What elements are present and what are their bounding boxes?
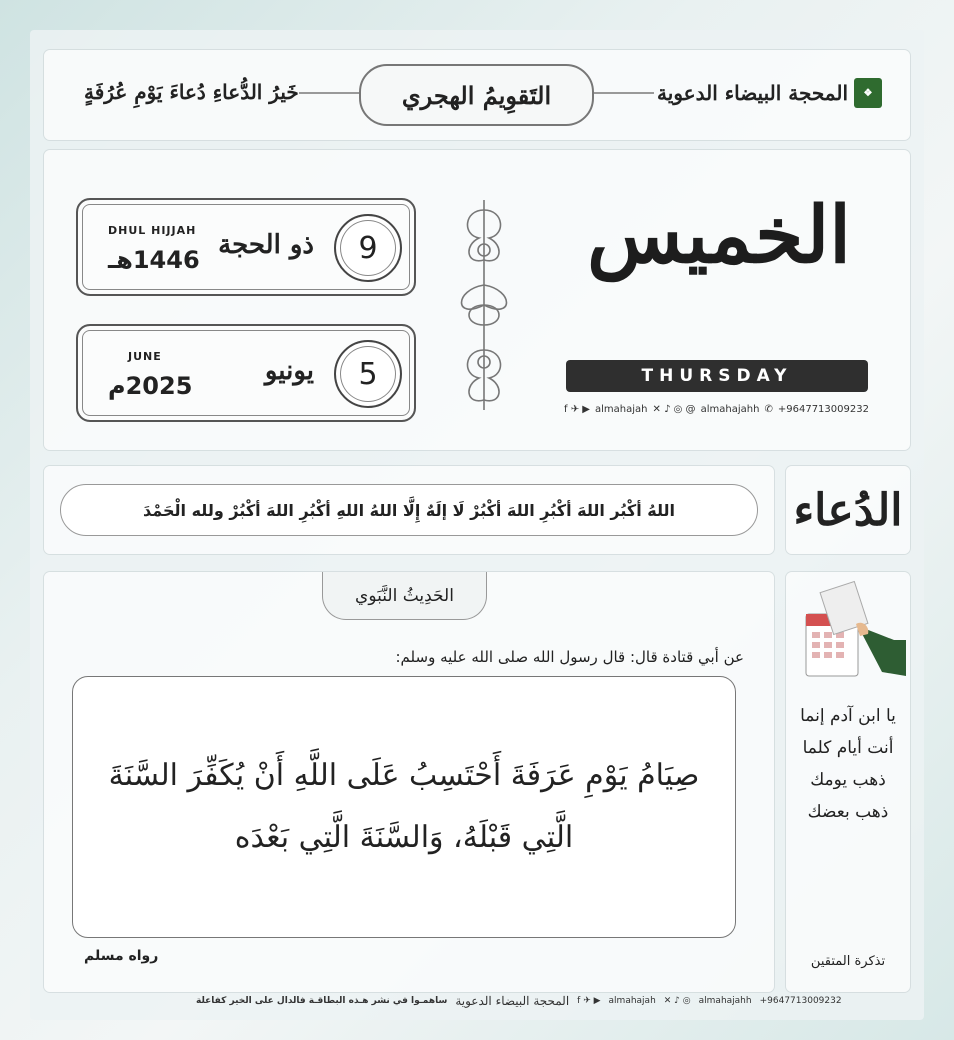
brand-name: المحجة البيضاء الدعوية [657, 81, 848, 105]
phone-number[interactable]: +9647713009232 [777, 404, 869, 415]
hijri-year: 1446هـ [108, 246, 200, 274]
reminder-quote: يا ابن آدم إنما أنت أيام كلما ذهب يومك ذهب بعضك [800, 706, 896, 822]
ornament-divider-icon [444, 190, 524, 420]
footer-handle-1[interactable]: almahajah [608, 996, 656, 1006]
dua-text: اللهُ أكْبُر اللهَ أكْبُرِ اللهَ أكْبُرْ لَا إلَهٌ إِلَّا اللهُ اللهِ أكْبُرِ اللهَ أكْبُرْ ولله الْحَمْدَ [60, 484, 758, 536]
x-tiktok-instagram-icons[interactable]: ✕ ♪ ◎ @ [652, 404, 696, 415]
day-name-ar: الخميس [587, 190, 851, 281]
social-handle-2[interactable]: almahajahh [700, 404, 760, 415]
hijri-month-ar: ذو الحجة [218, 230, 314, 260]
gregorian-month-ar: يونيو [264, 356, 314, 386]
brand [657, 78, 882, 108]
footer-brand: المحجة البيضاء الدعوية [455, 994, 570, 1008]
footer-text: ساهمـوا في نشر هـذه البطاقـة فالدال على الخير كفاعلة [196, 996, 448, 1006]
date-panel [44, 150, 910, 450]
hadith-text: صِيَامُ يَوْمِ عَرَفَةَ أَحْتَسِبُ عَلَى اللَّهِ أَنْ يُكَفِّرَ السَّنَةَ الَّتِي قَبْلَهُ، وَالسَّنَةَ الَّتِي بَعْدَه [72, 676, 736, 938]
social-links [564, 404, 869, 415]
calendar-hand-icon [798, 580, 906, 680]
brand-logo-icon: ❖ [854, 78, 882, 108]
header [44, 50, 910, 140]
social-handle-1[interactable]: almahajah [594, 404, 648, 415]
gregorian-day: 5 [334, 340, 402, 408]
hadith-panel [44, 572, 774, 992]
dua-panel [44, 466, 774, 554]
footer-social-icons: f ✈ ▶ [577, 996, 601, 1006]
hadith-narrator: عن أبي قتادة قال: قال رسول الله صلى الله عليه وسلم: [395, 648, 744, 666]
footer-social-icons-2: ✕ ♪ ◎ [663, 996, 691, 1006]
hijri-day: 9 [334, 214, 402, 282]
facebook-telegram-youtube-icons[interactable]: f ✈ ▶ [564, 404, 590, 415]
reminder-source: تذكرة المتقين [810, 954, 886, 969]
reminder-panel [786, 572, 910, 992]
footer-phone[interactable]: +9647713009232 [759, 996, 842, 1006]
header-tagline: خَيرُ الدُّعاءِ دُعاءَ يَوْمِ عُرُفَةٍ [84, 80, 299, 104]
hadith-title: الحَدِيثُ النَّبَوي [322, 572, 487, 620]
hadith-source: رواه مسلم [84, 948, 159, 964]
footer [196, 994, 842, 1008]
gregorian-month-en: JUNE [128, 350, 162, 363]
day-name-en: THURSDAY [566, 360, 868, 392]
whatsapp-icon: ✆ [764, 404, 773, 415]
gregorian-date-box [76, 324, 416, 422]
footer-handle-2[interactable]: almahajahh [698, 996, 752, 1006]
calendar-title: التَقوِيمُ الهجري [359, 64, 594, 126]
gregorian-year: 2025م [108, 372, 193, 400]
hijri-month-en: DHUL HIJJAH [108, 224, 197, 237]
dua-label: الدُعاء [786, 466, 910, 554]
hijri-date-box [76, 198, 416, 296]
